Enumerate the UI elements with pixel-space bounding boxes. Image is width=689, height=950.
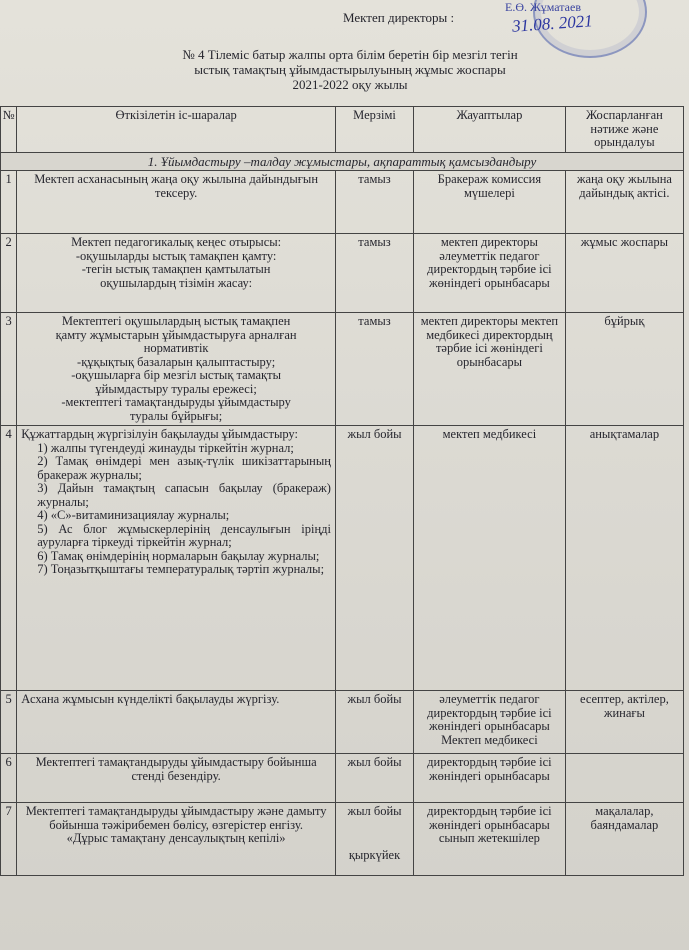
row-result: анықтамалар [565, 426, 683, 691]
row-activity [17, 313, 336, 426]
row-number: 7 [1, 803, 17, 876]
row-result: жаңа оқу жылына дайындық актісі. [565, 171, 683, 234]
table-header-row [1, 107, 684, 153]
row-result: бұйрық [565, 313, 683, 426]
activity-text: Мектептегі тамақтандыруды ұйымдастыру және дамыту бойынша тәжірибемен бөлісу, өзгерістер енгізу. [25, 804, 327, 832]
row-responsible: директордың тәрбие ісі жөніндегі орынбасары [414, 754, 566, 803]
row-activity: Асхана жұмысын күнделікті бақылауды жүргізу. [17, 691, 336, 754]
responsible-subtext: сынып жетекшілер [438, 831, 540, 845]
activity-line: -мектептегі тамақтандыруды ұйымдастыру [61, 395, 291, 409]
activity-line: -оқушыларға бір мезгіл ыстық тамақты [71, 368, 281, 382]
activity-line: ұйымдастыру туралы ережесі; [95, 381, 257, 396]
activity-line: қамту жұмыстарын ұйымдастыруға арналған [55, 327, 297, 342]
row-term: тамыз [335, 313, 413, 426]
row-number: 5 [1, 691, 17, 754]
row-responsible: әлеуметтік педагог директордың тәрбие ісі жөніндегі орынбасары Мектеп медбикесі [414, 691, 566, 754]
activity-line: нормативтік [143, 341, 209, 355]
activity-intro: Құжаттардың жүргізілуін бақылауды ұйымдастыру: [21, 427, 298, 441]
row-number: 4 [1, 426, 17, 691]
row-result [565, 754, 683, 803]
table-row [1, 234, 684, 313]
term-text: жыл бойы [347, 804, 402, 818]
row-responsible [414, 803, 566, 876]
list-item: 7) Тоңазытқыштағы температуралық тәртіп журналы; [37, 562, 325, 576]
table-row [1, 426, 684, 691]
table-row [1, 313, 684, 426]
row-activity [17, 234, 336, 313]
activity-line: Мектеп педагогикалық кеңес отырысы: [71, 235, 282, 249]
row-activity: Мектеп асханасының жаңа оқу жылына дайындығын тексеру. [17, 171, 336, 234]
table-row [1, 754, 684, 803]
row-number: 3 [1, 313, 17, 426]
row-result: есептер, актілер, жинағы [565, 691, 683, 754]
header-responsible: Жауаптылар [414, 107, 566, 153]
row-term [335, 803, 413, 876]
section-heading-row [1, 152, 684, 171]
activity-line: -тегін ыстық тамақпен қамтылатын [81, 262, 271, 276]
list-item: 2) Тамақ өнімдері мен азық-түлік шикізаттарының бракераж журналы; [37, 454, 331, 482]
row-responsible: мектеп директоры әлеуметтік педагог директордың тәрбие ісі жөніндегі орынбасары [414, 234, 566, 313]
header-result: Жоспарланған нәтиже және орындалуы [565, 107, 683, 153]
table-row [1, 803, 684, 876]
row-responsible: Бракераж комиссия мүшелері [414, 171, 566, 234]
row-term: тамыз [335, 234, 413, 313]
title-line-1: № 4 Тілеміс батыр жалпы орта білім беретін бір мезгіл тегін [182, 47, 518, 62]
row-activity: Мектептегі тамақтандыруды ұйымдастыру бойынша стенді безендіру. [17, 754, 336, 803]
row-responsible: мектеп директоры мектеп медбикесі директордың тәрбие ісі жөніндегі орынбасары [414, 313, 566, 426]
list-item: 1) жалпы түгендеуді жинауды тіркейтін журнал; [37, 440, 294, 455]
title-line-2: ыстық тамақтың ұйымдастырылуының жұмыс жоспары [194, 62, 506, 77]
row-term: тамыз [335, 171, 413, 234]
row-number: 6 [1, 754, 17, 803]
activity-line: оқушылардың тізімін жасау: [100, 275, 253, 290]
plan-table [0, 106, 684, 876]
row-responsible: мектеп медбикесі [414, 426, 566, 691]
list-item: 3) Дайын тамақтың сапасын бақылау (бракераж) журналы; [37, 481, 331, 509]
title-line-3: 2021-2022 оқу жылы [292, 77, 408, 92]
list-item: 6) Тамақ өнімдерінің нормаларын бақылау журналы; [37, 548, 320, 563]
document-title [140, 47, 560, 92]
row-result: мақалалар, баяндамалар [565, 803, 683, 876]
activity-line: Мектептегі оқушылардың ыстық тамақпен [61, 314, 291, 328]
header-num: № [1, 107, 17, 153]
header-activity: Өткізілетін іс-шаралар [17, 107, 336, 153]
section-heading: 1. Ұйымдастыру –талдау жұмыстары, ақпараттық қамсыздандыру [1, 152, 684, 171]
activity-line: -құқықтық базаларын қалыптастыру; [77, 354, 276, 369]
row-result: жұмыс жоспары [565, 234, 683, 313]
row-number: 2 [1, 234, 17, 313]
row-activity [17, 426, 336, 691]
list-item: 4) «С»-витаминизациялау журналы; [37, 508, 230, 522]
row-term: жыл бойы [335, 691, 413, 754]
row-term: жыл бойы [335, 754, 413, 803]
list-item: 5) Ас блог жұмыскерлерінің денсаулығын іріңді ауруларға тіркеуді тіркейтін журнал; [37, 521, 331, 549]
table-row [1, 171, 684, 234]
responsible-text: директордың тәрбие ісі жөніндегі орынбасары [427, 804, 552, 832]
signature-date: 31.08. 2021 [511, 11, 594, 36]
signature-name: Е.Ө. Жұматаев [505, 0, 581, 14]
activity-line: -оқушыларды ыстық тамақпен қамту: [75, 248, 277, 263]
header-term: Мерзімі [335, 107, 413, 153]
activity-subtext: «Дұрыс тамақтану денсаулықтың кепілі» [66, 831, 286, 845]
row-activity [17, 803, 336, 876]
director-label: Мектеп директоры : [343, 10, 455, 25]
table-row [1, 691, 684, 754]
term-subtext: қыркүйек [348, 847, 401, 862]
row-number: 1 [1, 171, 17, 234]
row-term: жыл бойы [335, 426, 413, 691]
activity-line: туралы бұйрығы; [130, 408, 223, 423]
